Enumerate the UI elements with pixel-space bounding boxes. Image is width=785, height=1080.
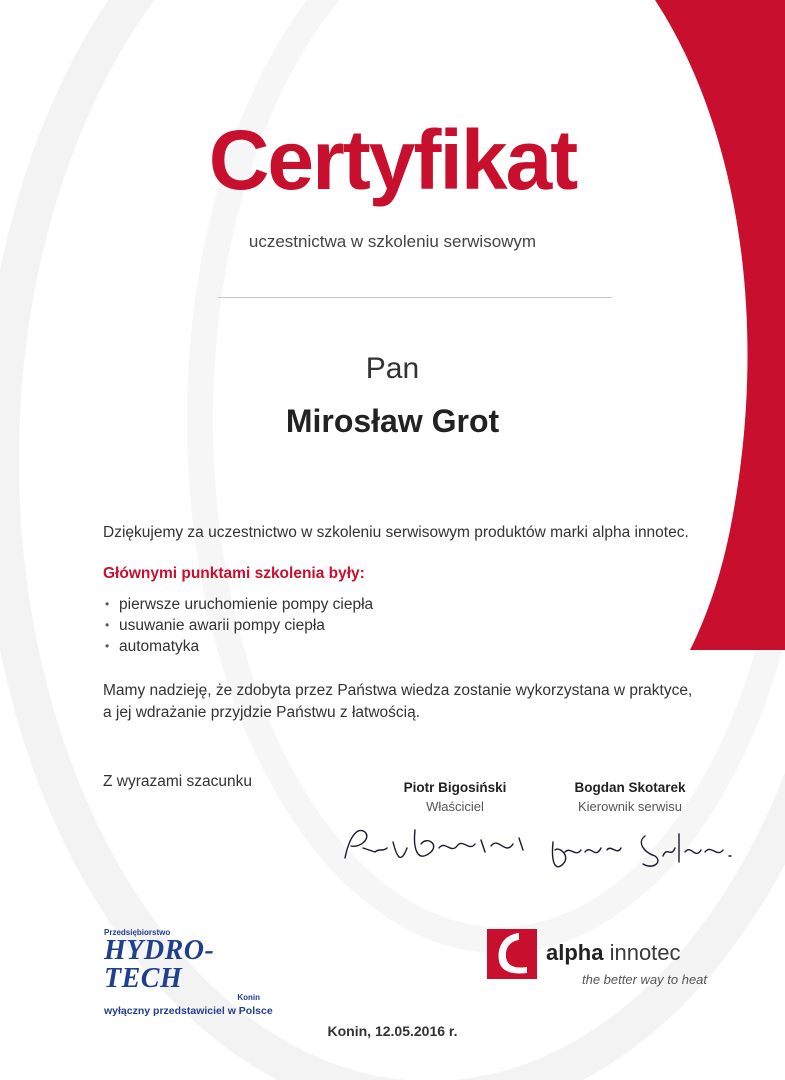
salutation: Pan: [365, 352, 420, 385]
hope-line-1: Mamy nadzieję, że zdobyta przez Państwa wiedza zostanie wykorzystana w praktyce,: [103, 682, 693, 699]
thanks-text: Dziękujemy za uczestnictwo w szkoleniu serwisowym produktów marki alpha innotec.: [103, 524, 689, 541]
list-item: • automatyka: [103, 636, 373, 657]
signatory-2: [555, 780, 705, 814]
issue-date: Konin, 12.05.2016 r.: [327, 1023, 458, 1039]
hydro-tech-city: Konin: [237, 993, 260, 1002]
certificate-subtitle: uczestnictwa w szkoleniu serwisowym: [248, 232, 537, 251]
recipient-name: Mirosław Grot: [285, 403, 500, 439]
hope-line-2: a jej wdrażanie przyjdzie Państwu z łatwością.: [103, 704, 421, 721]
list-item: • usuwanie awarii pompy ciepła: [103, 615, 373, 636]
alpha-innotec-logo-icon: [487, 929, 537, 979]
signatory-name: Piotr Bigosiński: [403, 780, 507, 795]
alpha-innotec-tagline: the better way to heat: [582, 972, 708, 987]
hope-paragraph: [103, 680, 713, 724]
hydro-tech-tagline: wyłączny przedstawiciel w Polsce: [104, 1005, 273, 1017]
signature-2-image: [545, 822, 740, 877]
signatory-name: Bogdan Skotarek: [574, 780, 686, 795]
signatory-1: [380, 780, 530, 814]
signatory-role: Kierownik serwisu: [577, 799, 683, 814]
alpha-innotec-wordmark: [546, 940, 681, 966]
list-item: • pierwsze uruchomienie pompy ciepła: [103, 594, 373, 615]
signature-1-image: [335, 818, 535, 873]
brand-rest: innotec: [603, 940, 681, 965]
hydro-tech-logo: [104, 928, 274, 1017]
brand-bold: alpha: [546, 940, 604, 965]
signatory-role: Właściciel: [426, 799, 484, 814]
topics-list: [103, 594, 373, 657]
red-crescent-shape: [655, 0, 785, 650]
divider-line: [218, 297, 612, 298]
certificate-title: Certyfikat: [208, 113, 577, 207]
hydro-tech-wordmark: HYDRO-TECH: [104, 935, 215, 994]
closing-text: Z wyrazami szacunku: [103, 773, 253, 790]
hydro-tech-prefix: Przedsiębiorstwo: [104, 928, 171, 937]
topics-heading: Głównymi punktami szkolenia były:: [103, 565, 365, 582]
